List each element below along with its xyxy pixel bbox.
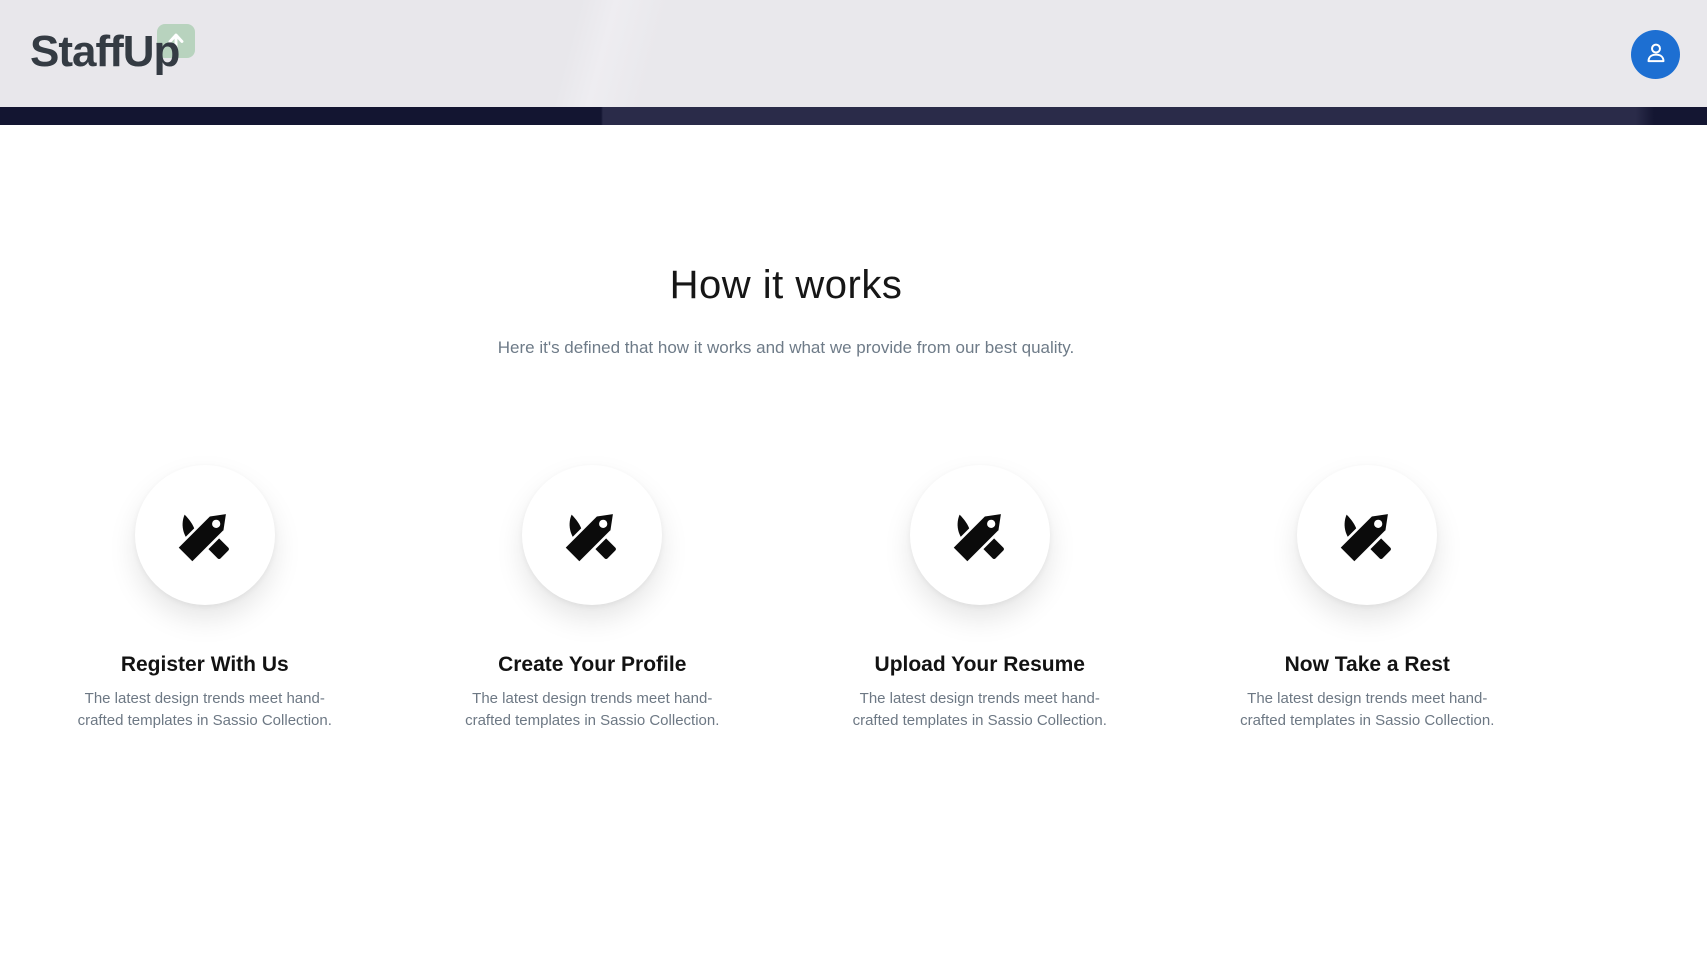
header (0, 0, 1707, 107)
logo-text: StaffUp (30, 27, 180, 76)
steps-row (11, 465, 1561, 731)
crossed-knife-pencil-icon (522, 465, 662, 605)
step-title: Upload Your Resume (874, 653, 1085, 676)
step-title: Now Take a Rest (1284, 653, 1450, 676)
step-upload-resume (786, 465, 1174, 731)
step-register (11, 465, 399, 731)
section-subtitle: Here it's defined that how it works and what we provide from our best quality. (497, 338, 1075, 357)
step-title: Create Your Profile (498, 653, 687, 676)
user-account-button[interactable] (1631, 30, 1680, 79)
crossed-knife-pencil-icon (1297, 465, 1437, 605)
step-description: The latest design trends meet hand-crafted templates in Sassio Collection. (1240, 690, 1495, 729)
step-create-profile (399, 465, 787, 731)
crossed-knife-pencil-icon (910, 465, 1050, 605)
step-description: The latest design trends meet hand-crafted templates in Sassio Collection. (77, 690, 332, 729)
step-title: Register With Us (120, 653, 289, 676)
step-take-rest (1174, 465, 1562, 731)
step-description: The latest design trends meet hand-crafted templates in Sassio Collection. (465, 690, 720, 729)
section-title: How it works (669, 263, 903, 307)
logo[interactable] (30, 20, 230, 90)
person-icon (1642, 39, 1670, 70)
crossed-knife-pencil-icon (135, 465, 275, 605)
step-description: The latest design trends meet hand-crafted templates in Sassio Collection. (852, 690, 1107, 729)
header-accent-bar (0, 107, 1707, 125)
